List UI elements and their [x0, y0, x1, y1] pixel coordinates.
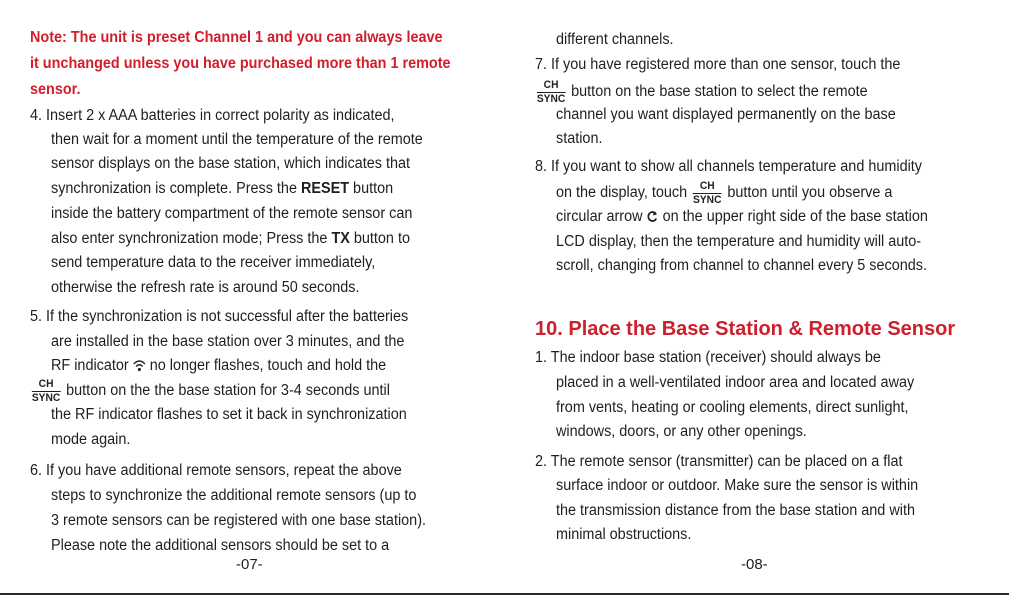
item7-line-4: station. [556, 130, 603, 147]
item4-line-4: synchronization is complete. Press the RESET button [51, 180, 394, 197]
place-item2-line-3: the transmission distance from the base station and with [556, 502, 915, 519]
item4-line-5: inside the battery compartment of the remote sensor can [51, 205, 413, 222]
rf-signal-icon [133, 356, 146, 380]
place-item2-line-4: minimal obstructions. [556, 526, 692, 543]
item8-line-5: scroll, changing from channel to channel every 5 seconds. [556, 257, 927, 274]
ch-sync-button-icon: CH SYNC [31, 378, 61, 404]
item4-line-8: otherwise the refresh rate is around 50 seconds. [51, 279, 360, 296]
item7-line-1: 7. If you have registered more than one sensor, touch the [535, 56, 901, 73]
item6-line-4: Please note the additional sensors should be set to a [51, 537, 390, 554]
place-item1-line-2: placed in a well-ventilated indoor area and located away [556, 374, 915, 391]
ch-sync-button-icon: CH SYNC [536, 79, 566, 105]
item7-line-3: channel you want displayed permanently on the base [556, 106, 896, 123]
item6-continuation: different channels. [556, 31, 674, 48]
place-item1-line-3: from vents, heating or cooling elements, direct sunlight, [556, 399, 909, 416]
item5-line-2: are installed in the base station over 3 minutes, and the [51, 333, 405, 350]
item4-line-2: then wait for a moment until the temperature of the remote [51, 131, 423, 148]
note-line-2: it unchanged unless you have purchased more than 1 remote [30, 55, 451, 72]
item8-line-3: circular arrow on the upper right side of the base station [556, 205, 928, 229]
note-line-1: Note: The unit is preset Channel 1 and you can always leave [30, 29, 443, 46]
item5-line-3: RF indicator no longer flashes, touch and hold the [51, 354, 386, 378]
item5-line-4: CH SYNC button on the the base station for 3-4 seconds until [31, 378, 390, 404]
item6-line-1: 6. If you have additional remote sensors, repeat the above [30, 462, 402, 479]
place-item1-line-1: 1. The indoor base station (receiver) should always be [535, 349, 881, 366]
item4-line-6: also enter synchronization mode; Press the TX button to [51, 230, 410, 247]
item8-line-2: on the display, touch CH SYNC button until you observe a [556, 180, 893, 206]
page-number-left: -07- [236, 556, 263, 573]
item4-line-3: sensor displays on the base station, which indicates that [51, 155, 410, 172]
tx-label: TX [331, 230, 350, 247]
page-number-right: -08- [741, 556, 768, 573]
place-item1-line-4: windows, doors, or any other openings. [556, 423, 807, 440]
item5-line-5: the RF indicator flashes to set it back in synchronization [51, 406, 407, 423]
place-item2-line-2: surface indoor or outdoor. Make sure the sensor is within [556, 477, 919, 494]
item5-line-6: mode again. [51, 431, 131, 448]
item8-line-1: 8. If you want to show all channels temperature and humidity [535, 158, 923, 175]
reset-label: RESET [300, 180, 350, 197]
ch-sync-button-icon: CH SYNC [693, 180, 722, 206]
circular-arrow-icon [647, 207, 659, 231]
note-line-3: sensor. [30, 81, 81, 98]
item6-line-3: 3 remote sensors can be registered with one base station). [51, 512, 427, 529]
item4-line-7: send temperature data to the receiver immediately, [51, 254, 376, 271]
item6-line-2: steps to synchronize the additional remote sensors (up to [51, 487, 417, 504]
section-heading: 10. Place the Base Station & Remote Sensor [535, 318, 956, 340]
item4-line-1: 4. Insert 2 x AAA batteries in correct polarity as indicated, [30, 107, 395, 124]
item7-line-2: CH SYNC button on the base station to select the remote [536, 79, 868, 105]
item5-line-1: 5. If the synchronization is not successful after the batteries [30, 308, 409, 325]
item8-line-4: LCD display, then the temperature and humidity will auto- [556, 233, 922, 250]
bottom-divider [0, 593, 1009, 595]
place-item2-line-1: 2. The remote sensor (transmitter) can be placed on a flat [535, 453, 903, 470]
